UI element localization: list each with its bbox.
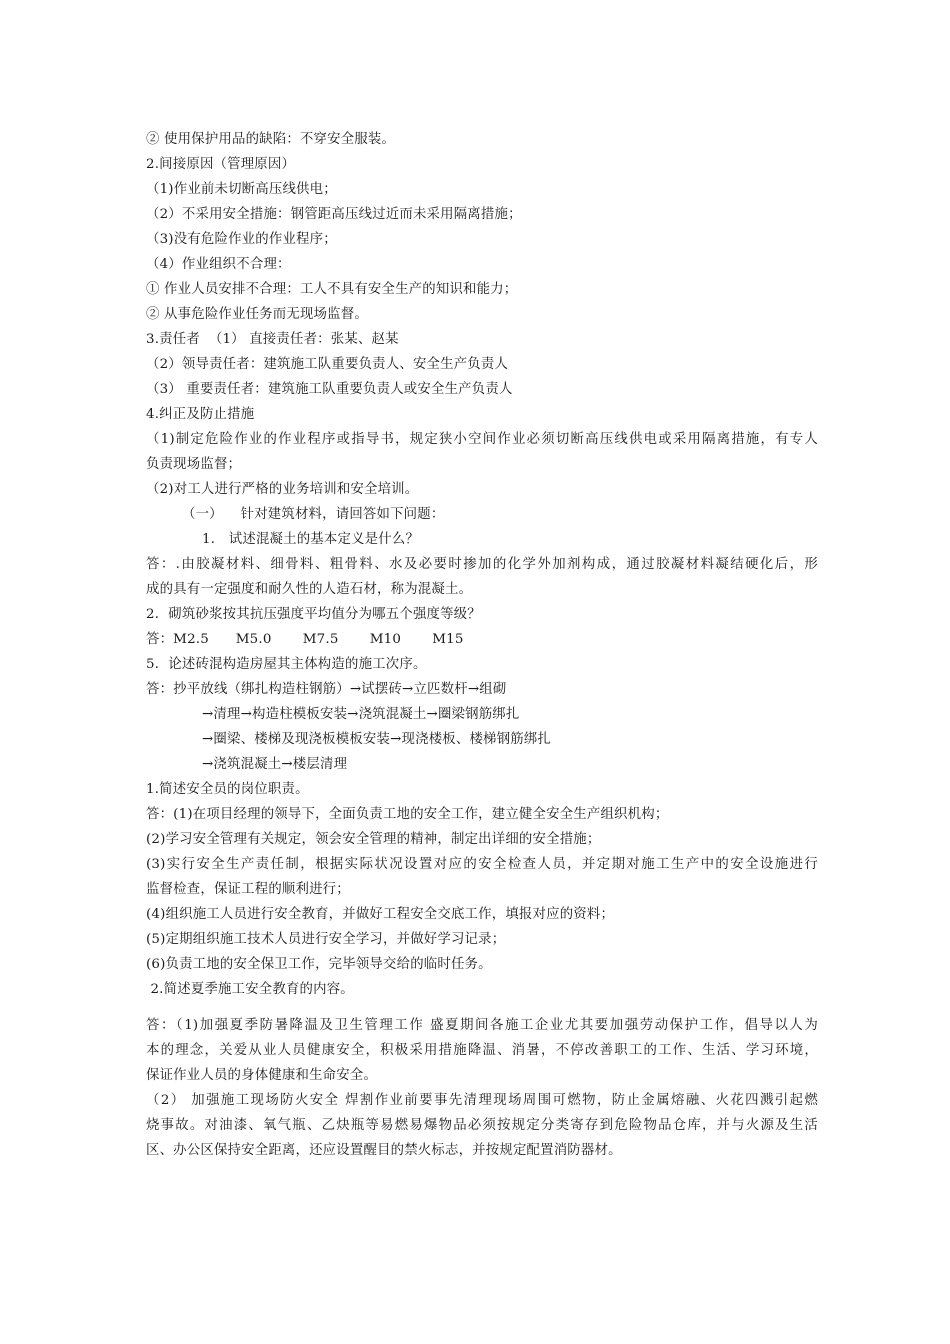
answer-line: 区、办公区保持安全距离，还应设置醒目的禁火标志，并按规定配置消防器材。 [146, 1143, 622, 1158]
text-line: ② 从事危险作业任务而无现场监督。 [146, 307, 368, 322]
answer-line: 答：抄平放线（绑扎构造柱钢筋）→试摆砖→立匹数杆→组砌 [146, 682, 507, 697]
answer-line: 答：（1)加强夏季防暑降温及卫生管理工作 盛夏期间各施工企业尤其要加强劳动保护工作，倡导以人为 [146, 1018, 818, 1033]
answer-line: →圈梁、楼梯及现浇板模板安装→现浇楼板、楼梯钢筋绑扎 [202, 732, 552, 747]
text-line: ① 作业人员安排不合理：工人不具有安全生产的知识和能力； [146, 282, 518, 297]
question-line: 5．论述砖混构造房屋其主体构造的施工次序。 [146, 657, 427, 672]
answer-line: 成的具有一定强度和耐久性的人造石材，称为混凝土。 [146, 582, 473, 597]
section-heading: 4.纠正及防止措施 [146, 407, 255, 422]
text-line: （1)作业前未切断高压线供电； [146, 182, 337, 197]
text-line: （3） 重要责任者：建筑施工队重要负责人或安全生产负责人 [146, 382, 513, 397]
text-line: （4）作业组织不合理： [146, 257, 291, 272]
question-line: 2．砌筑砂浆按其抗压强度平均值分为哪五个强度等级？ [146, 607, 481, 622]
question-line: 1． 试述混凝土的基本定义是什么？ [202, 532, 420, 547]
answer-line: 监督检查，保证工程的顺利进行； [146, 882, 350, 897]
text-line: （2）领导责任者：建筑施工队重要负责人、安全生产负责人 [146, 357, 509, 372]
answer-line: (4)组织施工人员进行安全教育，并做好工程安全交底工作，填报对应的资料； [146, 907, 615, 922]
answer-line: 答：.由胶凝材料、细骨料、粗骨料、水及必要时掺加的化学外加剂构成，通过胶凝材料凝结硬化后，形 [146, 557, 818, 572]
section-heading: （一） 针对建筑材料，请回答如下问题： [182, 507, 445, 522]
question-line: 1.简述安全员的岗位职责。 [146, 782, 309, 797]
answer-line: （2） 加强施工现场防火安全 焊割作业前要事先清理现场周围可燃物，防止金属熔融、火花四溅引起燃 [146, 1093, 818, 1108]
answer-line: (6)负责工地的安全保卫工作，完毕领导交给的临时任务。 [146, 957, 492, 972]
answer-line: 答：(1)在项目经理的领导下，全面负责工地的安全工作，建立健全安全生产组织机构； [146, 807, 669, 822]
text-line: 负责现场监督； [146, 457, 242, 472]
answer-line: 保证作业人员的身体健康和生命安全。 [146, 1068, 378, 1083]
text-line: （1)制定危险作业的作业程序或指导书，规定狭小空间作业必须切断高压线供电或采用隔离措施，有专人 [146, 432, 818, 447]
section-heading: 3.责任者 （1） 直接责任者：张某、赵某 [146, 332, 399, 347]
answer-line: 本的理念，关爱从业人员健康安全，积极采用措施降温、消暑，不停改善职工的工作、生活、学习环境， [146, 1043, 818, 1058]
answer-line: →清理→构造柱模板安装→浇筑混凝土→圈梁钢筋绑扎 [202, 707, 520, 722]
text-line: （3)没有危险作业的作业程序； [146, 232, 337, 247]
section-heading: 2.间接原因（管理原因） [146, 157, 296, 172]
answer-line: (2)学习安全管理有关规定，领会安全管理的精神，制定出详细的安全措施； [146, 832, 601, 847]
question-line: 2.简述夏季施工安全教育的内容。 [146, 982, 354, 997]
text-line: （2）不采用安全措施：钢管距高压线过近而未采用隔离措施； [146, 207, 522, 222]
text-line: ② 使用保护用品的缺陷：不穿安全服装。 [146, 132, 396, 147]
answer-line: →浇筑混凝土→楼层清理 [202, 757, 348, 772]
text-line: （2)对工人进行严格的业务培训和安全培训。 [146, 482, 419, 497]
answer-line: 烧事故。对油漆、氧气瓶、乙炔瓶等易燃易爆物品必须按规定分类寄存到危险物品仓库，并与火源及生活 [146, 1118, 818, 1133]
answer-line: 答：M2.5 M5.0 M7.5 M10 M15 [146, 632, 464, 647]
answer-line: (3)实行安全生产责任制，根据实际状况设置对应的安全检查人员，并定期对施工生产中的安全设施进行 [146, 857, 818, 872]
answer-line: (5)定期组织施工技术人员进行安全学习，并做好学习记录； [146, 932, 506, 947]
